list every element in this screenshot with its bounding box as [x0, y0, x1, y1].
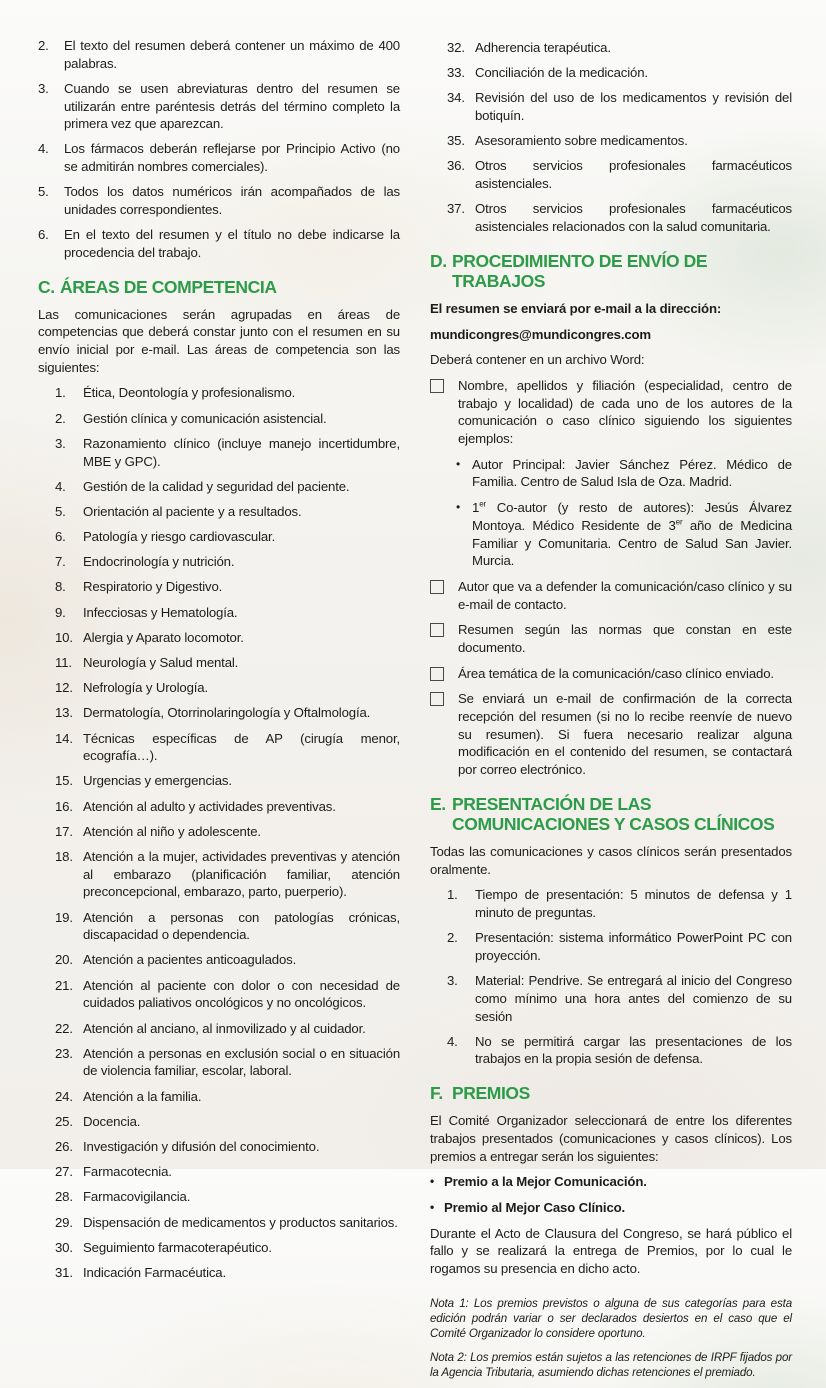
list-item [55, 629, 400, 647]
prize-item [430, 1199, 792, 1217]
list-item-number: 19. [55, 909, 73, 925]
list-item-number: 34. [447, 90, 465, 106]
list-item-text: Todos los datos numéricos irán acompañados de las unidades correspondientes. [64, 184, 400, 217]
checkbox-icon [430, 379, 444, 393]
list-item-text: Otros servicios profesionales farmacéuticos asistenciales relacionados con la salud comunitaria. [475, 201, 792, 234]
list-item [55, 1088, 400, 1106]
list-item-text: Atención al paciente con dolor o con necesidad de cuidados paliativos oncológicos y no oncológicos. [83, 977, 400, 1011]
list-item-number: 37. [447, 201, 465, 217]
list-item-text: Investigación y difusión del conocimiento. [83, 1138, 320, 1154]
right-column [430, 37, 792, 1388]
prize-item-text: Premio al Mejor Caso Clínico. [444, 1199, 626, 1215]
checklist-item-text: Resumen según las normas que constan en este documento. [458, 622, 792, 655]
checkbox-icon [430, 667, 444, 681]
list-item-number: 29. [55, 1214, 73, 1230]
list-item-text: Endocrinología y nutrición. [83, 554, 235, 570]
section-title: PREMIOS [452, 1083, 530, 1104]
list-item-number: 13. [55, 705, 73, 721]
list-item-number: 16. [55, 798, 73, 814]
list-item-number: 36. [447, 158, 465, 174]
example-author-text: Autor Principal: Javier Sánchez Pérez. Médico de Familia. Centro de Salud Isla de Oza. Madrid. [472, 456, 792, 490]
submission-checklist [430, 578, 792, 779]
list-item-number: 2. [55, 410, 66, 426]
prizes-list [430, 1173, 792, 1216]
list-item [55, 823, 400, 841]
section-letter: F. [430, 1083, 443, 1104]
list-item [447, 89, 792, 124]
list-item-text: Atención al niño y adolescente. [83, 823, 261, 839]
section-f-closing: Durante el Acto de Clausura del Congreso, se hará público el fallo y se realizará la entrega de Premios, por lo cual le rogamos su presencia en dicho acto. [430, 1225, 792, 1276]
ordinal-superscript: er [479, 499, 487, 509]
list-item-text: Patología y riesgo cardiovascular. [83, 529, 276, 545]
section-letter: E. [430, 793, 446, 814]
list-item-number: 10. [55, 629, 73, 645]
checkbox-icon [430, 692, 444, 706]
checkbox-icon [430, 623, 444, 637]
section-title: PROCEDIMIENTO DE ENVÍO DE TRABAJOS [452, 250, 708, 291]
list-item [447, 64, 792, 82]
list-item-number: 30. [55, 1239, 73, 1255]
list-item-number: 31. [55, 1264, 73, 1280]
list-item [55, 909, 400, 944]
list-item-number: 4. [38, 141, 49, 157]
list-item-text: Gestión clínica y comunicación asistencial. [83, 410, 327, 426]
left-column [38, 37, 400, 1388]
list-item-text: Cuando se usen abreviaturas dentro del resumen se utilizarán entre paréntesis detrás del término completo la primera vez que aparezcan. [64, 80, 400, 132]
list-item [447, 39, 792, 57]
list-item-number: 22. [55, 1020, 73, 1036]
list-item [38, 37, 400, 72]
bullet-icon: • [430, 1199, 435, 1214]
list-item-text: En el texto del resumen y el título no debe indicarse la procedencia del trabajo. [64, 227, 400, 260]
section-heading-c [38, 277, 400, 297]
list-item-number: 2. [447, 930, 458, 946]
list-item [447, 200, 792, 235]
list-item-number: 4. [55, 478, 66, 494]
list-item-text: Atención al anciano, al inmovilizado y al cuidador. [83, 1020, 366, 1036]
list-item-number: 6. [55, 529, 66, 545]
list-item-number: 26. [55, 1138, 73, 1154]
list-item-number: 7. [55, 554, 66, 570]
section-c-intro: Las comunicaciones serán agrupadas en áreas de competencias que deberá constar junto con el resumen en su envío inicial por e-mail. Las áreas de competencia son las siguientes: [38, 306, 400, 375]
list-item-number: 15. [55, 773, 73, 789]
list-item [55, 478, 400, 496]
list-item [55, 772, 400, 790]
list-item-number: 12. [55, 680, 73, 696]
checklist-item [430, 377, 792, 448]
list-item-text: Tiempo de presentación: 5 minutos de defensa y 1 minuto de preguntas. [475, 887, 792, 921]
bullet-icon: • [456, 456, 461, 471]
list-item-number: 27. [55, 1164, 73, 1180]
list-item-text: Docencia. [83, 1113, 141, 1129]
list-item-text: Seguimiento farmacoterapéutico. [83, 1239, 272, 1255]
list-item [55, 704, 400, 722]
list-item-number: 5. [55, 503, 66, 519]
list-item-number: 32. [447, 40, 465, 55]
list-item-number: 35. [447, 133, 465, 149]
coauthor-text-part: Co-autor (y resto de autores): Jesús Álvarez Montoya. Médico Residente de 3 [472, 500, 792, 533]
checklist-item [430, 665, 792, 683]
list-item-text: Atención a personas en exclusión social o en situación de violencia familiar, escolar, laboral. [83, 1045, 400, 1079]
list-item-number: 18. [55, 849, 73, 864]
list-item-number: 23. [55, 1045, 73, 1061]
list-item-text: Material: Pendrive. Se entregará al inicio del Congreso como mínimo una hora antes del comienzo de su sesión [475, 973, 792, 1024]
list-item-number: 1. [55, 385, 66, 401]
list-item [55, 1138, 400, 1156]
list-item [55, 1020, 400, 1038]
list-item-number: 2. [38, 38, 49, 53]
list-item-number: 14. [55, 730, 73, 746]
checklist-item [430, 578, 792, 613]
list-item-text: Infecciosas y Hematología. [83, 604, 238, 620]
list-item-number: 28. [55, 1189, 73, 1205]
list-item-text: Farmacovigilancia. [83, 1189, 191, 1205]
list-item [55, 679, 400, 697]
checkbox-icon [430, 580, 444, 594]
list-item [55, 384, 400, 402]
list-item [55, 578, 400, 596]
list-item [55, 604, 400, 622]
prize-item-text: Premio a la Mejor Comunicación. [444, 1174, 647, 1190]
list-item [447, 157, 792, 192]
list-item [38, 80, 400, 133]
list-item [38, 140, 400, 175]
list-item-number: 1. [447, 887, 458, 903]
list-item-text: Adherencia terapéutica. [475, 40, 611, 55]
list-item-number: 9. [55, 604, 66, 620]
list-item-text: Ética, Deontología y profesionalismo. [83, 385, 296, 401]
list-item [55, 977, 400, 1012]
list-item-text: Dermatología, Otorrinolaringología y Oftalmología. [83, 705, 371, 721]
footnote: Nota 1: Los premios previstos o alguna de sus categorías para esta edición podrán variar o ser declarados desiertos en el caso que el Comité Organizador lo considere oportuno. [430, 1296, 792, 1341]
list-item-number: 3. [38, 80, 49, 96]
list-item [38, 226, 400, 261]
footnotes [430, 1296, 792, 1380]
list-item [55, 798, 400, 816]
list-item-number: 5. [38, 184, 49, 200]
list-item-text: Alergia y Aparato locomotor. [83, 629, 244, 645]
list-item [447, 929, 792, 964]
coauthor-text-part: año de Medicina Familiar y Comunitaria. Centro de Salud San Javier. Murcia. [472, 517, 793, 569]
list-item-text: Gestión de la calidad y seguridad del paciente. [83, 478, 350, 494]
list-item-text: Urgencias y emergencias. [83, 773, 232, 789]
list-item-number: 33. [447, 65, 465, 81]
list-item [55, 951, 400, 969]
list-item-number: 21. [55, 977, 73, 993]
list-item-text: Respiratorio y Digestivo. [83, 579, 223, 595]
presentation-rules-list [430, 886, 792, 1068]
example-author-bullet [456, 456, 792, 491]
list-item [55, 1113, 400, 1131]
list-item [55, 528, 400, 546]
section-heading-e [430, 794, 792, 834]
list-item-text: Razonamiento clínico (incluye manejo incertidumbre, MBE y GPC). [83, 435, 400, 469]
list-item-text: Atención a la familia. [83, 1088, 202, 1104]
example-coauthor-bullet [456, 499, 792, 570]
section-e-intro: Todas las comunicaciones y casos clínicos serán presentados oralmente. [430, 844, 792, 877]
checklist-item-text: Autor que va a defender la comunicación/caso clínico y su e-mail de contacto. [458, 578, 792, 612]
section-title: PRESENTACIÓN DE LAS COMUNICACIONES Y CASOS CLÍNICOS [452, 793, 775, 834]
list-item [447, 972, 792, 1025]
section-f-intro: El Comité Organizador seleccionará de entre los diferentes trabajos presentados (comunicaciones y casos clínicos). Los premios a entregar serán los siguientes: [430, 1113, 792, 1164]
list-item-text: Revisión del uso de los medicamentos y revisión del botiquín. [475, 90, 792, 124]
list-item [55, 1045, 400, 1080]
list-item-number: 3. [447, 973, 458, 989]
list-item [55, 435, 400, 470]
ordinal-superscript: er [675, 517, 683, 527]
list-item-number: 25. [55, 1113, 73, 1129]
checklist-item-text: Nombre, apellidos y filiación (especialidad, centro de trabajo y localidad) de cada uno de los autores de la comunicación o caso clínico siguiendo los siguientes ejemplos: [458, 378, 792, 447]
list-item [55, 1239, 400, 1257]
list-item-text: Asesoramiento sobre medicamentos. [475, 133, 688, 149]
list-item-text: Farmacotecnia. [83, 1164, 172, 1180]
list-item-text: Neurología y Salud mental. [83, 655, 239, 670]
list-item-text: Nefrología y Urología. [83, 680, 208, 696]
list-item-text: Técnicas específicas de AP (cirugía menor, ecografía…). [83, 730, 400, 764]
list-item-number: 4. [447, 1033, 458, 1049]
checklist-item-text: Área temática de la comunicación/caso clínico enviado. [458, 665, 774, 681]
list-item [55, 730, 400, 765]
coauthor-text-part: 1 [472, 500, 480, 516]
list-item-number: 8. [55, 579, 66, 595]
list-item [55, 553, 400, 571]
list-item-text: No se permitirá cargar las presentaciones de los trabajos en la propia sesión de defensa. [475, 1033, 792, 1067]
list-item-number: 20. [55, 952, 73, 968]
list-item-number: 17. [55, 823, 73, 839]
submission-email: mundicongres@mundicongres.com [430, 326, 652, 342]
list-item-text: Orientación al paciente y a resultados. [83, 503, 302, 519]
list-item-text: Conciliación de la medicación. [475, 65, 648, 81]
send-instruction: El resumen se enviará por e-mail a la dirección: [430, 300, 722, 316]
list-item-number: 3. [55, 435, 66, 451]
list-item-text: Atención al adulto y actividades preventivas. [83, 798, 336, 814]
list-item-number: 11. [55, 655, 72, 670]
section-letter: C. [38, 276, 55, 297]
list-item-number: 24. [55, 1088, 73, 1104]
list-item-text: Atención a la mujer, actividades preventivas y atención al embarazo (planificación familiar, atención preconcepcional, embarazo, parto, puerperio). [83, 849, 400, 900]
list-item [55, 1188, 400, 1206]
list-item [55, 1214, 400, 1232]
section-letter: D. [430, 250, 447, 271]
list-item-text: Otros servicios profesionales farmacéuticos asistenciales. [475, 158, 792, 192]
list-item [55, 503, 400, 521]
section-title: ÁREAS DE COMPETENCIA [60, 276, 277, 297]
list-item [55, 848, 400, 901]
list-item [447, 1033, 792, 1068]
example-coauthor-text [472, 499, 792, 570]
list-item [447, 886, 792, 921]
competence-areas-list [38, 384, 400, 1281]
word-file-instruction: Deberá contener en un archivo Word: [430, 352, 645, 368]
bullet-icon: • [456, 500, 461, 515]
list-item [55, 1264, 400, 1282]
list-item-text: Atención a personas con patologías crónicas, discapacidad o dependencia. [83, 909, 400, 943]
general-rules-list [38, 37, 400, 262]
bullet-icon: • [430, 1174, 435, 1189]
list-item-text: Presentación: sistema informático PowerPoint PC con proyección. [475, 930, 792, 963]
list-item-text: Dispensación de medicamentos y productos sanitarios. [83, 1214, 398, 1230]
checklist-item-text: Se enviará un e-mail de confirmación de la correcta recepción del resumen (si no lo recibe reenvíe de nuevo su resumen). Si fuera necesario realizar alguna modificación en el contenido del resumen, se contactará por correo electrónico. [458, 691, 792, 778]
list-item-text: El texto del resumen deberá contener un máximo de 400 palabras. [64, 38, 400, 71]
list-item [55, 654, 400, 672]
list-item [55, 410, 400, 428]
list-item-text: Indicación Farmacéutica. [83, 1264, 226, 1280]
prize-item [430, 1173, 792, 1191]
section-heading-f [430, 1083, 792, 1103]
section-heading-d [430, 251, 792, 291]
list-item-text: Los fármacos deberán reflejarse por Principio Activo (no se admitirán nombres comerciales). [64, 141, 400, 175]
list-item-text: Atención a pacientes anticoagulados. [83, 952, 297, 968]
checklist-item [430, 690, 792, 778]
checklist-item [430, 621, 792, 656]
list-item [55, 1163, 400, 1181]
competence-areas-list-continued [430, 39, 792, 236]
list-item [38, 183, 400, 218]
footnote: Nota 2: Los premios están sujetos a las retenciones de IRPF fijados por la Agencia Tributaria, asumiendo dichas retenciones el premiado. [430, 1350, 792, 1379]
list-item [447, 132, 792, 150]
list-item-number: 6. [38, 227, 49, 243]
